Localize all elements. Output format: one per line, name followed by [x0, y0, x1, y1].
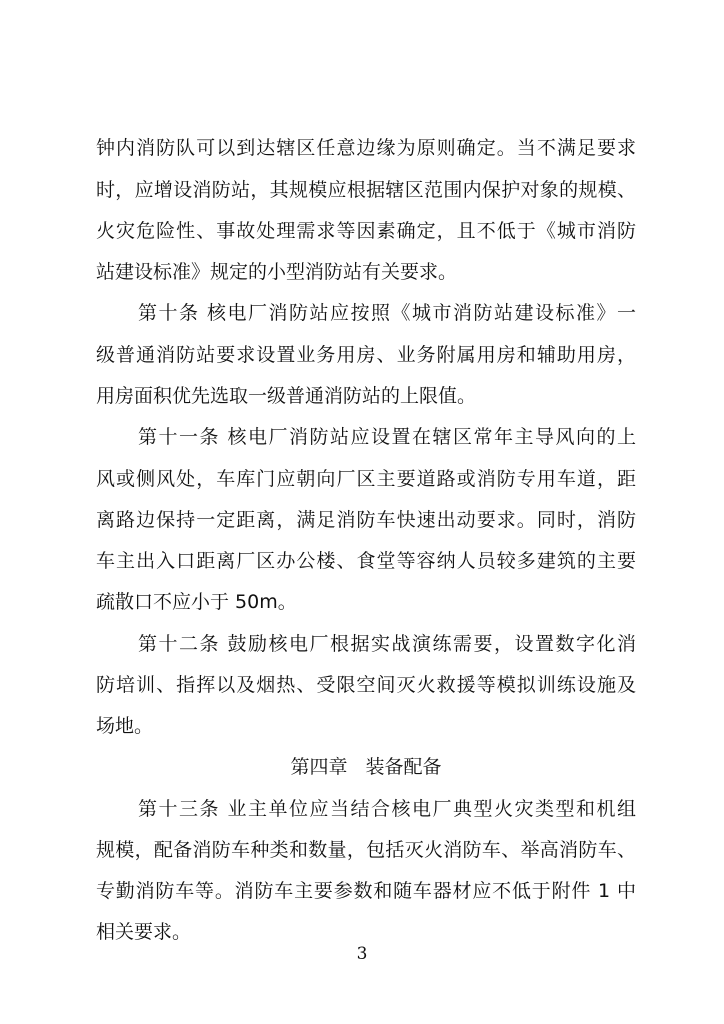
text-line: 疏散口不应小于 50m。 — [96, 591, 297, 613]
article-13-start: 第十三条 业主单位应当结合核电厂典型火灾类型和机组 — [138, 798, 636, 820]
text-line: 防培训、指挥以及烟热、受限空间灭火救援等模拟训练设施及 — [96, 674, 636, 696]
text-line: 用房面积优先选取一级普通消防站的上限值。 — [96, 385, 477, 407]
text-line: 时，应增设消防站，其规模应根据辖区范围内保护对象的规模、 — [96, 179, 636, 201]
text-line: 风或侧风处，车库门应朝向厂区主要道路或消防专用车道，距 — [96, 468, 636, 490]
text-line: 场地。 — [96, 715, 154, 737]
text-line: 相关要求。 — [96, 921, 192, 943]
text-line: 级普通消防站要求设置业务用房、业务附属用房和辅助用房， — [96, 344, 636, 366]
chapter-heading: 第四章 装备配备 — [290, 756, 442, 778]
text-line: 站建设标准》规定的小型消防站有关要求。 — [96, 261, 458, 283]
text-line: 离路边保持一定距离，满足消防车快速出动要求。同时，消防 — [96, 509, 636, 531]
text-line: 专勤消防车等。消防车主要参数和随车器材应不低于附件 1 中 — [96, 880, 636, 902]
article-11-start: 第十一条 核电厂消防站应设置在辖区常年主导风向的上 — [138, 426, 636, 448]
article-10-start: 第十条 核电厂消防站应按照《城市消防站建设标准》一 — [138, 302, 636, 324]
text-line: 车主出入口距离厂区办公楼、食堂等容纳人员较多建筑的主要 — [96, 550, 636, 572]
article-12-start: 第十二条 鼓励核电厂根据实战演练需要，设置数字化消 — [138, 633, 636, 655]
text-line: 规模，配备消防车种类和数量，包括灭火消防车、举高消防车、 — [96, 839, 636, 861]
text-line: 火灾危险性、事故处理需求等因素确定，且不低于《城市消防 — [96, 220, 636, 242]
text-line: 钟内消防队可以到达辖区任意边缘为原则确定。当不满足要求 — [96, 137, 636, 159]
page-number: 3 — [356, 944, 368, 964]
